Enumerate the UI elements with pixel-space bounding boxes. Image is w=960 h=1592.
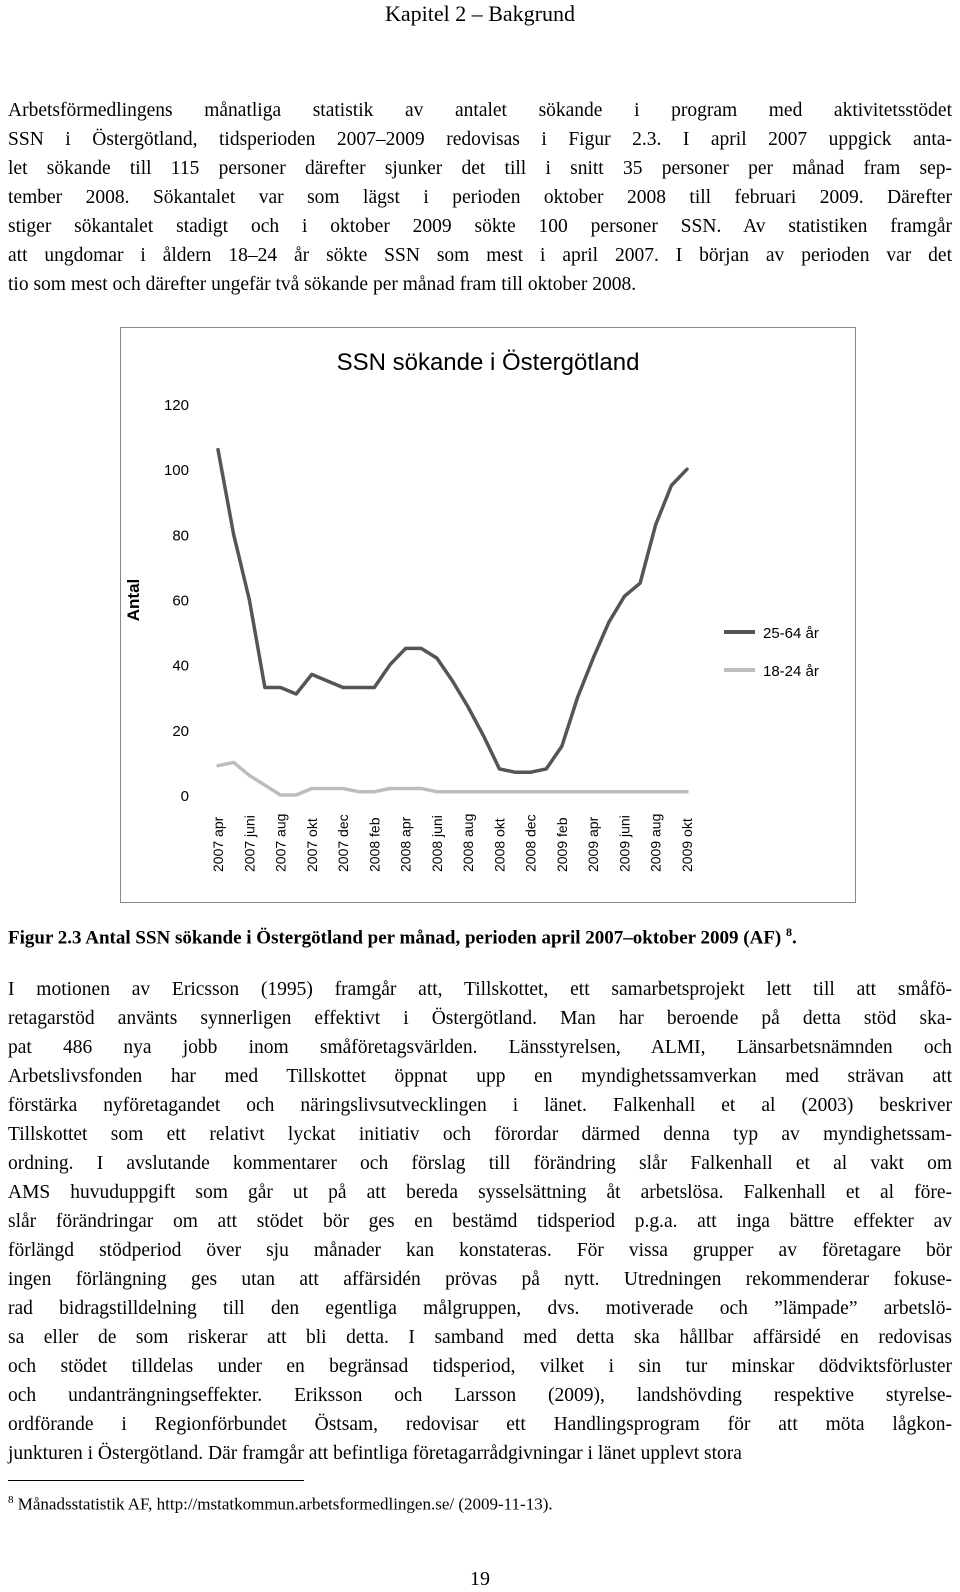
paragraph1-line: tio som mest och därefter ungefär två sökande per månad fram till oktober 2008.	[8, 274, 637, 295]
y-tick-label: 20	[172, 722, 189, 740]
footnote	[8, 1494, 553, 1515]
y-tick-label: 100	[163, 462, 189, 480]
paragraph2-line: rad bidragstilldelning till den egentliga målgruppen, dvs. motiverade och ”lämpade” arbetslö-	[8, 1298, 952, 1319]
paragraph2-line: ordförande i Regionförbundet Östsam, redovisar ett Handlingsprogram för att möta lågkon-	[8, 1414, 952, 1435]
paragraph2-line: förstärka nyföretagandet och näringslivsutvecklingen i länet. Falkenhall et al (2003) beskriver	[8, 1095, 952, 1116]
series-line-age-18-24	[218, 762, 687, 795]
x-tick-label: 2007 dec	[335, 814, 352, 872]
y-tick-label: 0	[180, 788, 189, 805]
x-tick-label: 2008 juni	[428, 815, 445, 872]
paragraph2-line: och undanträngningseffekter. Eriksson och Larsson (2009), landshövding respektive styrelse-	[8, 1385, 952, 1406]
x-tick-label: 2009 juni	[616, 815, 633, 872]
x-tick-label: 2009 apr	[585, 816, 602, 872]
x-tick-label: 2008 okt	[491, 818, 508, 872]
page-number: 19	[470, 1568, 490, 1590]
paragraph2-line: pat 486 nya jobb inom småföretagsvärlden. Länsstyrelsen, ALMI, Länsarbetsnämnden och	[8, 1037, 952, 1058]
paragraph1-line: SSN i Östergötland, tidsperioden 2007–2009 redovisas i Figur 2.3. I april 2007 uppgick anta-	[8, 129, 952, 150]
x-tick-label: 2008 dec	[522, 814, 539, 872]
footnote-text: Månadsstatistik AF, http://mstatkommun.arbetsformedlingen.se/ (2009-11-13).	[17, 1494, 553, 1514]
paragraph2-line: I motionen av Ericsson (1995) framgår att, Tillskottet, ett samarbetsprojekt lett till att småfö-	[8, 979, 952, 1000]
x-tick-label: 2008 apr	[397, 816, 414, 872]
x-tick-label: 2009 okt	[679, 818, 695, 872]
figure-caption	[8, 925, 797, 949]
caption-end: .	[792, 927, 797, 949]
x-tick-label: 2009 aug	[647, 813, 664, 872]
paragraph1-line: stiger sökantalet stadigt och i oktober 2009 sökte 100 personer SSN. Av statistiken framgår	[8, 216, 952, 237]
running-header: Kapitel 2 – Bakgrund	[384, 1, 576, 26]
paragraph-intro	[8, 96, 952, 299]
paragraph1-line: att ungdomar i åldern 18–24 år sökte SSN som mest i april 2007. I början av perioden var det	[8, 245, 952, 266]
chart-frame	[120, 327, 856, 903]
footnote-divider	[8, 1480, 304, 1481]
x-tick-label: 2009 feb	[553, 817, 570, 872]
y-tick-label: 120	[163, 397, 189, 414]
x-tick-label: 2007 apr	[210, 816, 226, 872]
paragraph2-line: retagarstöd använts synnerligen effektivt i Östergötland. Man har beroende på detta stöd ska-	[8, 1008, 952, 1029]
paragraph2-line: Tillskottet som ett relativt lyckat initiativ och förordar därmed denna typ av myndighetssam-	[8, 1124, 952, 1145]
paragraph-main	[8, 975, 952, 1468]
caption-footnote-ref: 8	[786, 925, 793, 939]
paragraph2-line: AMS huvuduppgift som går ut på att bereda sysselsättning åt arbetslösa. Falkenhall et al före-	[8, 1182, 952, 1203]
paragraph2-line: ordning. I avslutande kommentarer och förslag till förändring slår Falkenhall et al vakt om	[8, 1153, 952, 1174]
legend-label: 25-64 år	[763, 625, 819, 642]
chart-title: SSN sökande i Östergötland	[336, 349, 640, 376]
x-tick-label: 2008 aug	[460, 813, 477, 872]
x-tick-label: 2007 aug	[272, 813, 289, 872]
footnote-mark: 8	[8, 1494, 14, 1506]
series-line-age-25-64	[218, 450, 687, 773]
paragraph2-line: och stödet tilldelas under en begränsad tidsperiod, vilket i sin tur minskar dödviktsförluster	[8, 1356, 952, 1377]
paragraph2-line: junkturen i Östergötland. Där framgår att befintliga företagarrådgivningar i länet upplevt stora	[8, 1443, 742, 1464]
paragraph2-line: förlängd stödperiod över sju månader kan konstateras. För vissa grupper av företagare bör	[8, 1240, 952, 1261]
paragraph2-line: sa eller de som riskerar att bli detta. I samband med detta ska hållbar affärsidé en redovisas	[8, 1327, 952, 1348]
paragraph2-line: Arbetslivsfonden har med Tillskottet öppnat upp en myndighetssamverkan med strävan att	[8, 1066, 952, 1087]
x-tick-label: 2007 okt	[303, 818, 320, 872]
x-tick-label: 2007 juni	[241, 815, 258, 872]
caption-text: Figur 2.3 Antal SSN sökande i Östergötland per månad, perioden april 2007–oktober 2009 (AF)	[8, 927, 782, 949]
x-tick-label: 2008 feb	[366, 817, 383, 872]
y-tick-label: 60	[172, 592, 189, 610]
legend-label: 18-24 år	[763, 663, 819, 680]
paragraph1-line: Arbetsförmedlingens månatliga statistik av antalet sökande i program med aktivitetsstödet	[8, 100, 952, 121]
paragraph1-line: tember 2008. Sökantalet var som lägst i perioden oktober 2008 till februari 2009. Därefter	[8, 187, 952, 208]
paragraph2-line: ingen förlängning ges utan att affärsidén prövas på nytt. Utredningen rekommenderar fokuse-	[8, 1269, 952, 1290]
paragraph2-line: slår förändringar om att stödet bör ges en bestämd tidsperiod p.g.a. att inga bättre effekter av	[8, 1211, 952, 1232]
y-axis-label: Antal	[124, 578, 143, 622]
y-tick-label: 40	[172, 657, 189, 675]
y-tick-label: 80	[172, 527, 189, 545]
line-chart	[121, 328, 855, 902]
paragraph1-line: let sökande till 115 personer därefter sjunker det till i snitt 35 personer per månad fram sep-	[8, 158, 952, 179]
